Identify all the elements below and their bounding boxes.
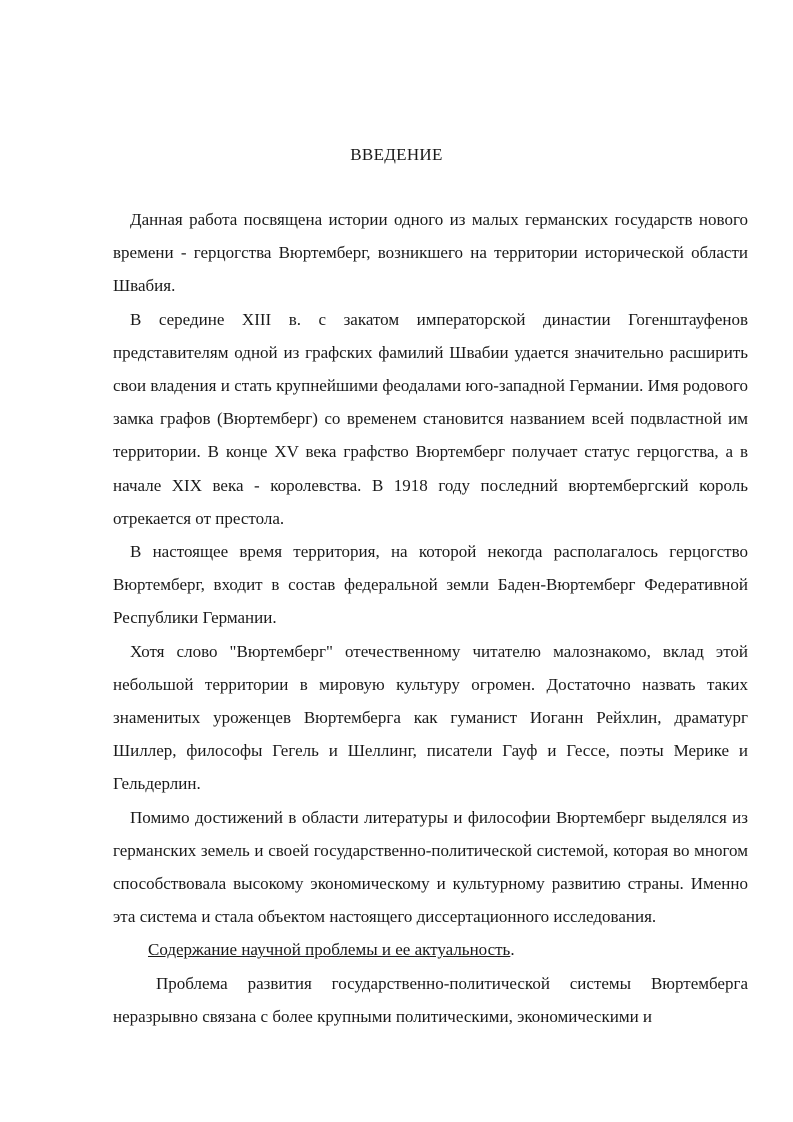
document-body xyxy=(113,203,748,1033)
paragraph-1: Данная работа посвящена истории одного из малых германских государств нового времени - герцогства Вюртемберг, возникшего на территории исторической области Швабия. xyxy=(113,210,748,296)
paragraph-6: Проблема развития государственно-политической системы Вюртемберга неразрывно связана с более крупными политическими, экономическими и xyxy=(113,973,748,1026)
paragraph-5: Помимо достижений в области литературы и философии Вюртемберг выделялся из германских земель и своей государственно-политической системой, которая во многом способствовала высокому экономическому и культурному развитию страны. Именно эта система и стала объектом настоящего диссертационного исследования. xyxy=(113,807,748,927)
section-subheading-text: Содержание научной проблемы и ее актуальность xyxy=(148,940,511,960)
page-title: ВВЕДЕНИЕ xyxy=(350,145,443,164)
section-subheading-period: . xyxy=(510,940,515,960)
section-subheading xyxy=(113,933,748,966)
paragraph-4: Хотя слово "Вюртемберг" отечественному читателю малознакомо, вклад этой небольшой территории в мировую культуру огромен. Достаточно назвать таких знаменитых уроженцев Вюртемберга как гуманист Иоганн Рейхлин, драматург Шиллер, философы Гегель и Шеллинг, писатели Гауф и Гессе, поэты Мерике и Гельдерлин. xyxy=(113,641,748,794)
paragraph-3: В настоящее время территория, на которой некогда располагалось герцогство Вюртемберг, входит в состав федеральной земли Баден-Вюртемберг Федеративной Республики Германии. xyxy=(113,542,748,628)
paragraph-2: В середине XIII в. с закатом императорской династии Гогенштауфенов представителям одной из графских фамилий Швабии удается значительно расширить свои владения и стать крупнейшими феодалами юго-западной Германии. Имя родового замка графов (Вюртемберг) со временем становится названием всей подвластной им территории. В конце XV века графство Вюртемберг получает статус герцогства, а в начале XIX века - королевства. В 1918 году последний вюртембергский король отрекается от престола. xyxy=(113,309,748,528)
